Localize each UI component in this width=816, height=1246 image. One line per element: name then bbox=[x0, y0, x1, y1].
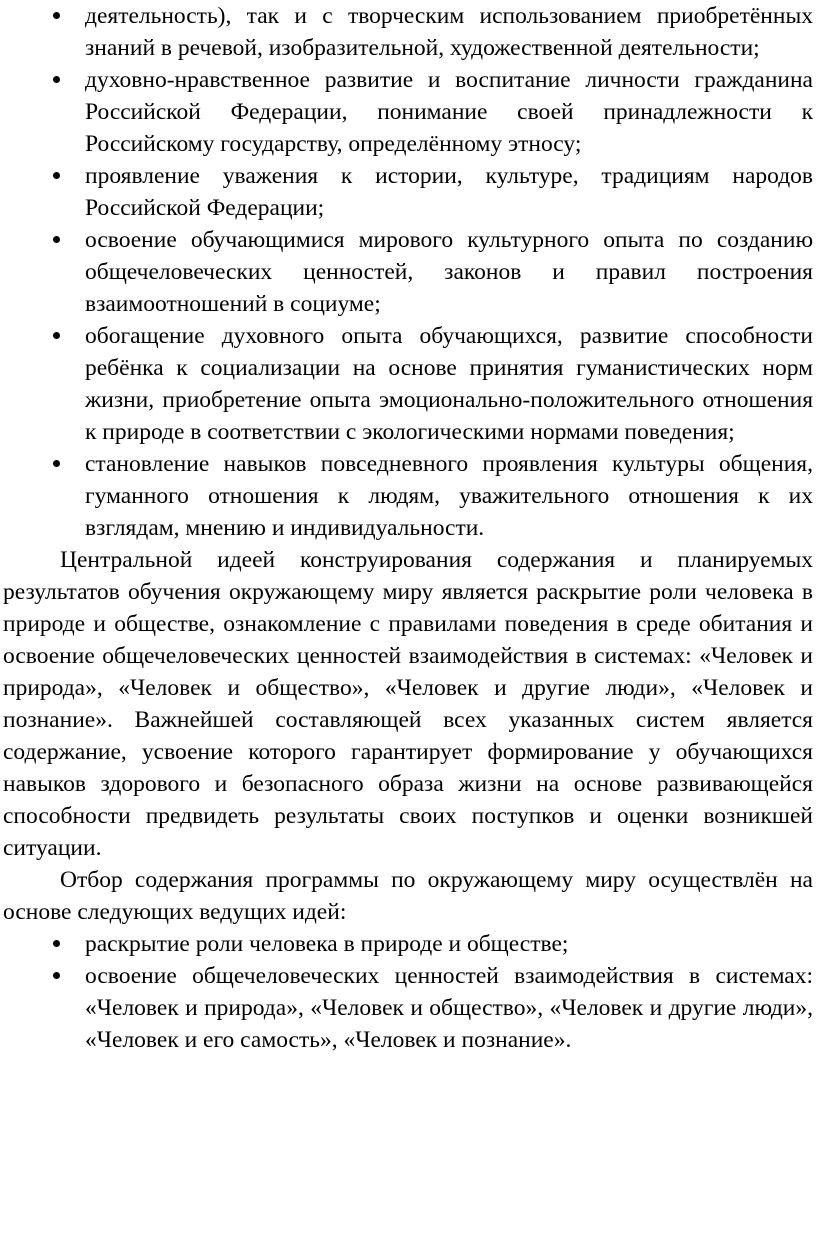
list-item: становление навыков повседневного проявления культуры общения, гуманного отношения к людям, уважительного отношения к их взглядам, мнению и индивидуальности. bbox=[3, 448, 813, 544]
list-item: проявление уважения к истории, культуре, традициям народов Российской Федерации; bbox=[3, 160, 813, 224]
list-item: духовно-нравственное развитие и воспитание личности гражданина Российской Федерации, понимание своей принадлежности к Российскому государству, определённому этносу; bbox=[3, 64, 813, 160]
paragraph-content-selection: Отбор содержания программы по окружающему миру осуществлён на основе следующих ведущих идей: bbox=[3, 867, 813, 925]
list-item: раскрытие роли человека в природе и обществе; bbox=[3, 928, 813, 960]
paragraph-central-idea: Центральной идеей конструирования содержания и планируемых результатов обучения окружающему миру является раскрытие роли человека в природе и обществе, ознакомление с правилами поведения в среде обитания и освоение общечеловеческих ценностей взаимодействия в системах: «Человек и природа», «Человек и общество», «Человек и другие люди», «Человек и познание». Важнейшей составляющей всех указанных систем является содержание, усвоение которого гарантирует формирование у обучающихся навыков здорового и безопасного образа жизни на основе развивающейся способности предвидеть результаты своих поступков и оценки возникшей ситуации. bbox=[3, 547, 813, 861]
list-item: освоение общечеловеческих ценностей взаимодействия в системах: «Человек и природа», «Человек и общество», «Человек и другие люди», «Человек и его самость», «Человек и познание». bbox=[3, 960, 813, 1056]
list-item: обогащение духовного опыта обучающихся, развитие способности ребёнка к социализации на основе принятия гуманистических норм жизни, приобретение опыта эмоционально-положительного отношения к природе в соответствии с экологическими нормами поведения; bbox=[3, 320, 813, 448]
bullet-list-leading-ideas bbox=[3, 928, 813, 1056]
bullet-list-goals bbox=[3, 0, 813, 544]
list-item: деятельность), так и с творческим использованием приобретённых знаний в речевой, изобразительной, художественной деятельности; bbox=[3, 0, 813, 64]
list-item: освоение обучающимися мирового культурного опыта по созданию общечеловеческих ценностей, законов и правил построения взаимоотношений в социуме; bbox=[3, 224, 813, 320]
